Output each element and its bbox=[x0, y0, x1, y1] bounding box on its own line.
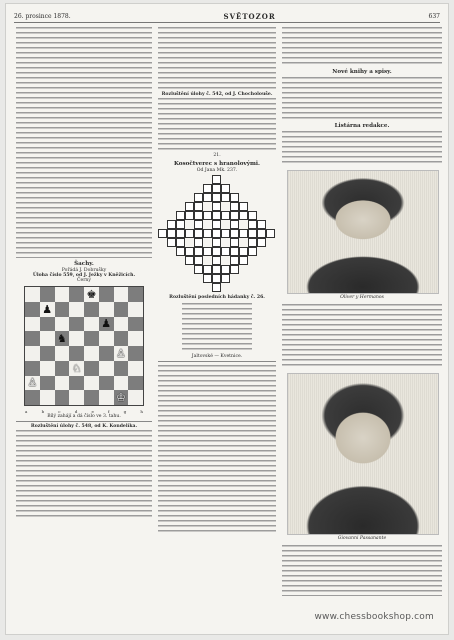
board-caption: Bílý zahájí a dá číslo ve 3. tahu. bbox=[47, 414, 121, 419]
crossword-cell bbox=[230, 220, 239, 229]
crossword-cell bbox=[239, 247, 248, 256]
portrait-2-image bbox=[287, 373, 439, 535]
board-square bbox=[84, 287, 99, 302]
crossword-cell bbox=[248, 238, 257, 247]
chess-piece: ♙ bbox=[27, 376, 38, 390]
crossword-cell bbox=[203, 184, 212, 193]
crossword-cell bbox=[158, 229, 167, 238]
section-letters: Listárna redakce. bbox=[334, 123, 390, 129]
board-square bbox=[69, 317, 84, 332]
chess-piece: ♚ bbox=[86, 287, 97, 301]
crossword-cell bbox=[212, 283, 221, 292]
board-square bbox=[55, 302, 70, 317]
board-square bbox=[25, 346, 40, 361]
board-square bbox=[69, 361, 84, 376]
puzzle-number: 21. bbox=[213, 153, 221, 158]
board-square bbox=[128, 317, 143, 332]
crossword-cell bbox=[212, 175, 221, 184]
crossword-cell bbox=[239, 229, 248, 238]
board-square bbox=[25, 361, 40, 376]
crossword-cell bbox=[194, 211, 203, 220]
board-square bbox=[40, 331, 55, 346]
crossword-cell bbox=[230, 211, 239, 220]
board-top-label: Černý bbox=[77, 278, 91, 283]
crossword-cell bbox=[212, 238, 221, 247]
crossword-cell bbox=[230, 229, 239, 238]
notation-block-2 bbox=[158, 97, 276, 153]
board-square bbox=[99, 346, 114, 361]
section-books: Nové knihy a spisy. bbox=[332, 69, 392, 75]
crossword-cell bbox=[194, 265, 203, 274]
crossword-cell bbox=[221, 211, 230, 220]
board-square bbox=[128, 361, 143, 376]
crossword-cell bbox=[221, 247, 230, 256]
newspaper-page bbox=[6, 4, 448, 634]
crossword-cell bbox=[230, 193, 239, 202]
board-square bbox=[114, 331, 129, 346]
crossword-cell bbox=[194, 220, 203, 229]
crossword-cell bbox=[203, 229, 212, 238]
file-label: e bbox=[91, 409, 94, 414]
column-right bbox=[282, 26, 442, 596]
crossword-cell bbox=[230, 238, 239, 247]
header-date: 26. prosince 1878. bbox=[14, 12, 71, 20]
text-block bbox=[16, 26, 152, 258]
portrait-1 bbox=[287, 170, 437, 300]
notation-block bbox=[158, 26, 276, 92]
board-square bbox=[55, 346, 70, 361]
crossword-cell bbox=[212, 265, 221, 274]
crossword-cell bbox=[194, 256, 203, 265]
crossword-cell bbox=[203, 211, 212, 220]
board-square bbox=[99, 331, 114, 346]
crossword-cell bbox=[248, 211, 257, 220]
crossword-cell bbox=[230, 202, 239, 211]
chess-heading: Šachy. bbox=[74, 261, 94, 267]
crossword-cell bbox=[221, 265, 230, 274]
column-left bbox=[16, 26, 152, 519]
chess-piece: ♞ bbox=[56, 332, 67, 346]
board-square bbox=[128, 390, 143, 405]
board-square bbox=[99, 376, 114, 391]
file-label: b bbox=[41, 409, 45, 414]
crossword-cell bbox=[257, 238, 266, 247]
books-text bbox=[282, 76, 442, 120]
crossword-cell bbox=[185, 247, 194, 256]
crossword-cell bbox=[212, 256, 221, 265]
crossword-cell bbox=[239, 211, 248, 220]
board-square bbox=[84, 390, 99, 405]
text-block-5 bbox=[282, 544, 442, 596]
crossword-cell bbox=[194, 193, 203, 202]
header-title: SVĚTOZOR bbox=[223, 11, 276, 21]
header-page-number: 637 bbox=[428, 12, 440, 20]
crossword-cell bbox=[185, 229, 194, 238]
crossword-cell bbox=[221, 229, 230, 238]
crossword-grid bbox=[158, 175, 276, 293]
crossword-cell bbox=[194, 238, 203, 247]
board-square bbox=[69, 302, 84, 317]
chess-piece: ♘ bbox=[71, 361, 82, 375]
crossword-cell bbox=[176, 220, 185, 229]
board-square bbox=[69, 390, 84, 405]
crossword-cell bbox=[203, 274, 212, 283]
crossword-cell bbox=[185, 256, 194, 265]
chess-editor: Pořádá J. Dobrušky bbox=[61, 268, 107, 273]
crossword-cell bbox=[221, 193, 230, 202]
board-square bbox=[25, 302, 40, 317]
board-square bbox=[128, 346, 143, 361]
file-label: c bbox=[58, 409, 61, 414]
portrait-1-caption: Oliver y Hermanos bbox=[340, 295, 384, 300]
crossword-cell bbox=[230, 256, 239, 265]
crossword-cell bbox=[212, 211, 221, 220]
crossword-cell bbox=[221, 274, 230, 283]
crossword-cell bbox=[266, 229, 275, 238]
board-square bbox=[84, 331, 99, 346]
board-square bbox=[84, 317, 99, 332]
crossword-cell bbox=[212, 220, 221, 229]
board-square bbox=[114, 302, 129, 317]
crossword-cell bbox=[167, 220, 176, 229]
crossword-cell bbox=[212, 229, 221, 238]
board-square bbox=[40, 390, 55, 405]
crossword-cell bbox=[176, 247, 185, 256]
board-square bbox=[69, 346, 84, 361]
text-block-4 bbox=[282, 303, 442, 369]
chess-piece: ♙ bbox=[115, 346, 126, 360]
crossword-cell bbox=[185, 211, 194, 220]
crossword-cell bbox=[167, 229, 176, 238]
crossword-cell bbox=[212, 202, 221, 211]
board-square bbox=[25, 390, 40, 405]
solution-title-2: Rozluštění úlohy č. 542, od J. Chocholouše. bbox=[161, 92, 273, 97]
board-square bbox=[114, 376, 129, 391]
board-square bbox=[99, 361, 114, 376]
puzzle-subtitle: Od Jana Mk. 237. bbox=[196, 168, 238, 173]
crossword-cell bbox=[212, 193, 221, 202]
column-middle bbox=[158, 26, 276, 534]
chess-piece: ♔ bbox=[115, 391, 126, 405]
crossword-cell bbox=[176, 211, 185, 220]
crossword-cell bbox=[248, 229, 257, 238]
board-square bbox=[25, 287, 40, 302]
board-square bbox=[40, 346, 55, 361]
crossword-cell bbox=[212, 247, 221, 256]
board-square bbox=[25, 376, 40, 391]
board-square bbox=[40, 317, 55, 332]
page-header bbox=[14, 10, 440, 23]
crossword-cell bbox=[203, 193, 212, 202]
board-square bbox=[99, 287, 114, 302]
board-square bbox=[69, 376, 84, 391]
portrait-2-caption: Giovanni Passanante bbox=[337, 536, 387, 541]
file-label: d bbox=[74, 409, 78, 414]
board-square bbox=[40, 376, 55, 391]
solution-text bbox=[16, 429, 152, 519]
crossword-cell bbox=[185, 202, 194, 211]
board-square bbox=[84, 346, 99, 361]
board-square bbox=[55, 361, 70, 376]
crossword-cell bbox=[203, 247, 212, 256]
crossword-cell bbox=[230, 265, 239, 274]
solution-title: Rozluštění úlohy č. 548, od K. Kondelíka. bbox=[30, 424, 138, 429]
puzzle-solution-title: Rozluštění posledních hádanky č. 26. bbox=[169, 295, 265, 300]
letters-text bbox=[282, 130, 442, 166]
file-label: f bbox=[108, 409, 110, 414]
board-square bbox=[40, 302, 55, 317]
portrait-2 bbox=[287, 373, 437, 541]
board-square bbox=[114, 287, 129, 302]
board-square bbox=[114, 390, 129, 405]
board-square bbox=[55, 376, 70, 391]
board-square bbox=[25, 317, 40, 332]
crossword-cell bbox=[167, 238, 176, 247]
board-square bbox=[84, 376, 99, 391]
board-square bbox=[128, 331, 143, 346]
board-square bbox=[99, 390, 114, 405]
board-square bbox=[99, 317, 114, 332]
board-square bbox=[40, 287, 55, 302]
file-label: g bbox=[123, 409, 127, 414]
board-square bbox=[69, 331, 84, 346]
board-square bbox=[84, 361, 99, 376]
crossword-cell bbox=[248, 247, 257, 256]
board-square bbox=[128, 376, 143, 391]
crossword-cell bbox=[212, 274, 221, 283]
crossword-cell bbox=[194, 229, 203, 238]
file-label: a bbox=[25, 409, 28, 414]
crossword-cell bbox=[176, 238, 185, 247]
crossword-cell bbox=[248, 220, 257, 229]
board-square bbox=[128, 302, 143, 317]
crossword-cell bbox=[176, 229, 185, 238]
crossword-cell bbox=[221, 184, 230, 193]
puzzle-title: Kosočtverec s hranolovými. bbox=[174, 161, 260, 167]
crossword-cell bbox=[257, 220, 266, 229]
problem-title: Úloha číslo 559, od J. Ježky v Kněžicích. bbox=[32, 273, 136, 278]
text-block-2 bbox=[158, 364, 276, 534]
board-square bbox=[40, 361, 55, 376]
board-square bbox=[114, 346, 129, 361]
crossword-cell bbox=[230, 247, 239, 256]
puzzle-solution-text bbox=[182, 302, 252, 352]
crossword-cell bbox=[194, 202, 203, 211]
board-square bbox=[55, 390, 70, 405]
portrait-1-image bbox=[287, 170, 439, 294]
board-square bbox=[69, 287, 84, 302]
board-square bbox=[128, 287, 143, 302]
board-square bbox=[114, 317, 129, 332]
crossword-cell bbox=[203, 265, 212, 274]
footer-watermark: www.chessbookshop.com bbox=[314, 612, 434, 622]
file-label: h bbox=[140, 409, 143, 414]
crossword-cell bbox=[212, 184, 221, 193]
board-square bbox=[55, 287, 70, 302]
board-square bbox=[99, 302, 114, 317]
crossword-cell bbox=[257, 229, 266, 238]
crossword-cell bbox=[194, 247, 203, 256]
board-square bbox=[55, 317, 70, 332]
puzzle-caption: Jaltovské — Kvetnice. bbox=[191, 354, 243, 359]
board-square bbox=[114, 361, 129, 376]
crossword-cell bbox=[239, 256, 248, 265]
board-square bbox=[25, 331, 40, 346]
board-square bbox=[55, 331, 70, 346]
crossword-cell bbox=[239, 202, 248, 211]
chess-piece: ♟ bbox=[101, 317, 112, 331]
board-square bbox=[84, 302, 99, 317]
chess-piece: ♟ bbox=[42, 302, 53, 316]
chess-board bbox=[24, 286, 144, 406]
text-block-3 bbox=[282, 26, 442, 66]
